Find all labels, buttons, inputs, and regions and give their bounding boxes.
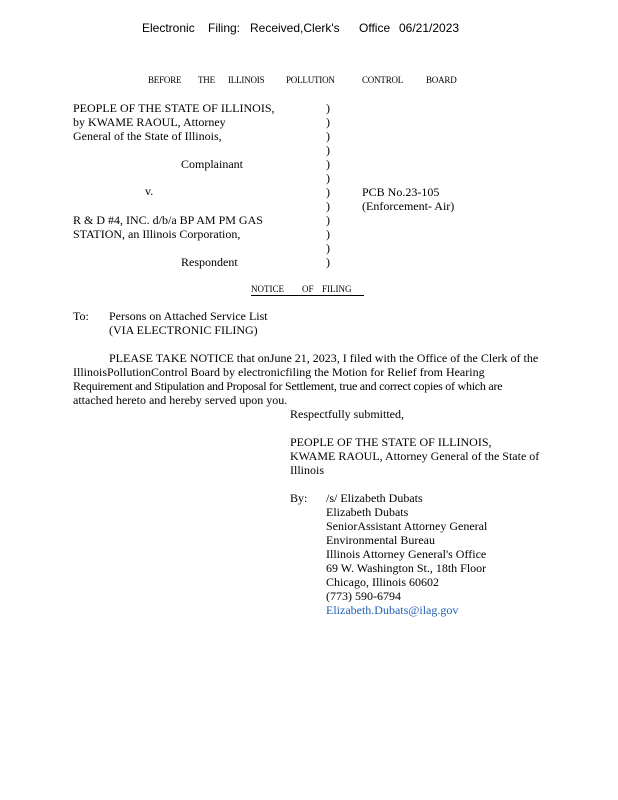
respondent-label: Respondent <box>181 255 238 269</box>
board-word: THE <box>198 75 215 85</box>
body-line: IllinoisPollutionControl Board by electronicfiling the Motion for Relief from Hearing <box>73 365 485 379</box>
case-type: (Enforcement- Air) <box>362 199 455 213</box>
header-filing: Filing: <box>208 21 241 35</box>
to-label: To: <box>73 309 89 323</box>
header-electronic: Electronic <box>142 21 195 35</box>
body-line: Requirement and Stipulation and Proposal for Settlement, true and correct copies of which are <box>73 379 503 393</box>
signature-line: SeniorAssistant Attorney General <box>326 519 488 533</box>
caption-paren: ) <box>326 115 330 129</box>
signatory-line: Illinois <box>290 463 325 477</box>
signature-line: /s/ Elizabeth Dubats <box>326 491 423 505</box>
versus-label: v. <box>145 184 154 198</box>
caption-paren: ) <box>326 171 330 185</box>
caption-paren: ) <box>326 227 330 241</box>
signature-line: (773) 590-6794 <box>326 589 401 603</box>
notice-word: OF <box>302 284 314 294</box>
header-office: Office <box>359 21 391 35</box>
caption-paren: ) <box>326 185 330 199</box>
respondent-line: STATION, an Illinois Corporation, <box>73 227 241 241</box>
signatory-line: KWAME RAOUL, Attorney General of the State of <box>290 449 540 463</box>
notice-underline <box>251 295 364 296</box>
caption-paren: ) <box>326 129 330 143</box>
signatory-line: PEOPLE OF THE STATE OF ILLINOIS, <box>290 435 492 449</box>
signature-line: Elizabeth Dubats <box>326 505 409 519</box>
plaintiff-line: by KWAME RAOUL, Attorney <box>73 115 226 129</box>
plaintiff-line: PEOPLE OF THE STATE OF ILLINOIS, <box>73 101 275 115</box>
by-label: By: <box>290 491 308 505</box>
notice-word: NOTICE <box>251 284 284 294</box>
board-word: BOARD <box>426 75 457 85</box>
complainant-label: Complainant <box>181 157 243 171</box>
signature-line: Chicago, Illinois 60602 <box>326 575 439 589</box>
caption-paren: ) <box>326 157 330 171</box>
notice-word: FILING <box>322 284 352 294</box>
caption-paren: ) <box>326 241 330 255</box>
case-number: PCB No.23-105 <box>362 185 440 199</box>
plaintiff-line: General of the State of Illinois, <box>73 129 222 143</box>
respondent-line: R & D #4, INC. d/b/a BP AM PM GAS <box>73 213 263 227</box>
signature-line: Environmental Bureau <box>326 533 435 547</box>
to-line: (VIA ELECTRONIC FILING) <box>109 323 258 337</box>
caption-paren: ) <box>326 213 330 227</box>
caption-paren: ) <box>326 143 330 157</box>
board-word: CONTROL <box>362 75 404 85</box>
caption-paren: ) <box>326 255 330 269</box>
board-word: POLLUTION <box>286 75 335 85</box>
header-date: 06/21/2023 <box>399 21 460 35</box>
email-link[interactable]: Elizabeth.Dubats@ilag.gov <box>326 603 459 617</box>
signature-line: 69 W. Washington St., 18th Floor <box>326 561 487 575</box>
body-line: PLEASE TAKE NOTICE that onJune 21, 2023, I filed with the Office of the Clerk of the <box>109 351 539 365</box>
body-line: attached hereto and hereby served upon you. <box>73 393 288 407</box>
signature-line: Illinois Attorney General's Office <box>326 547 487 561</box>
closing: Respectfully submitted, <box>290 407 404 421</box>
caption-paren: ) <box>326 199 330 213</box>
board-word: ILLINOIS <box>228 75 265 85</box>
caption-paren: ) <box>326 101 330 115</box>
to-line: Persons on Attached Service List <box>109 309 268 323</box>
board-word: BEFORE <box>148 75 182 85</box>
header-received: Received,Clerk's <box>250 21 340 35</box>
